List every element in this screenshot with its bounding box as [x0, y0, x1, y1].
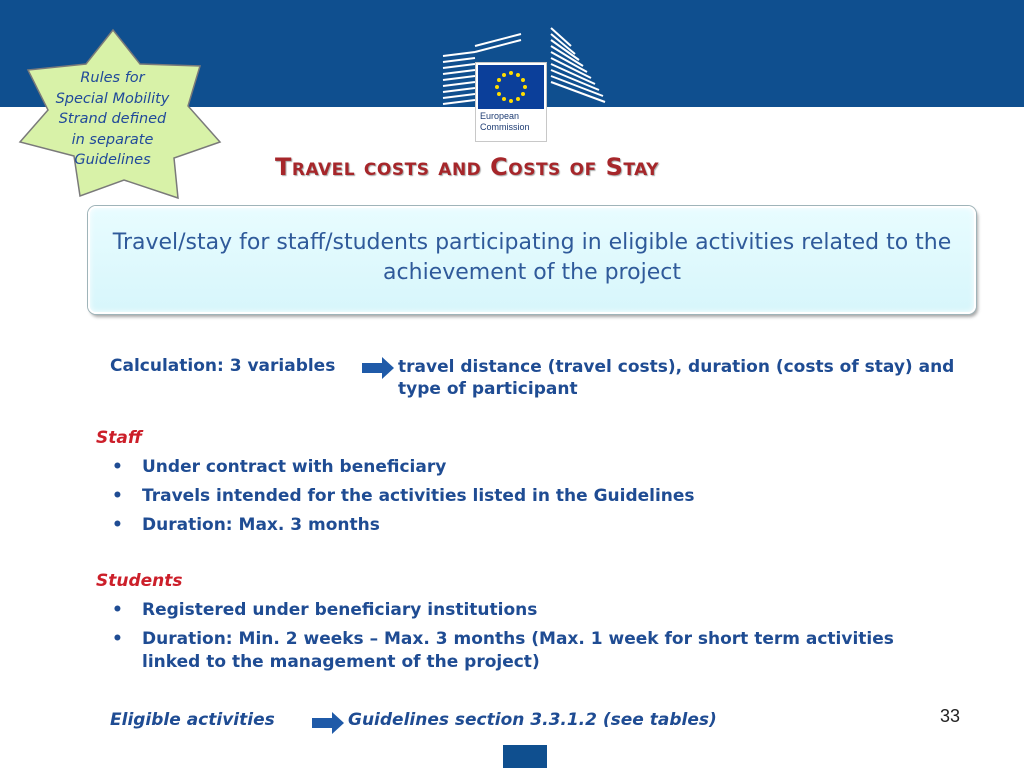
- calculation-label: Calculation: 3 variables: [110, 356, 336, 376]
- logo-text: [480, 111, 530, 133]
- list-item: • Travels intended for the activities listed in the Guidelines: [108, 485, 948, 508]
- badge-line: Guidelines: [74, 152, 151, 168]
- list-item: • Duration: Max. 3 months: [108, 514, 948, 537]
- badge-line: Rules for: [80, 70, 145, 86]
- summary-panel: [88, 206, 976, 314]
- students-list: [108, 599, 928, 674]
- eu-flag-icon: [478, 65, 544, 109]
- slide-title: Travel costs and Costs of Stay: [275, 153, 659, 181]
- badge-line: Special Mobility: [55, 90, 170, 107]
- students-heading: Students: [96, 571, 183, 591]
- summary-text: Travel/stay for staff/students participating in eligible activities related to the achievement of the project: [112, 230, 952, 285]
- rules-badge-text: [30, 68, 195, 171]
- eligible-value: Guidelines section 3.3.1.2 (see tables): [348, 710, 717, 730]
- page-number: 33: [940, 706, 961, 726]
- eu-commission-logo: [475, 62, 547, 142]
- logo-text-line: European: [480, 111, 520, 121]
- badge-line: Strand defined: [58, 111, 167, 127]
- list-item: • Duration: Min. 2 weeks – Max. 3 months (Max. 1 week for short term activities linked to the management of the project): [108, 628, 928, 674]
- arrow-right-icon: [362, 357, 394, 379]
- staff-heading: Staff: [96, 428, 142, 448]
- badge-line: in separate: [71, 131, 154, 148]
- list-item: • Registered under beneficiary institutions: [108, 599, 928, 622]
- calculation-value: travel distance (travel costs), duration (costs of stay) and type of participant: [398, 357, 955, 399]
- staff-list: [108, 456, 948, 537]
- arrow-right-icon: [312, 712, 344, 734]
- list-item: • Under contract with beneficiary: [108, 456, 948, 479]
- footer-tab: [503, 745, 547, 768]
- logo-text-line: Commission: [480, 122, 530, 132]
- eligible-label: Eligible activities: [110, 710, 275, 730]
